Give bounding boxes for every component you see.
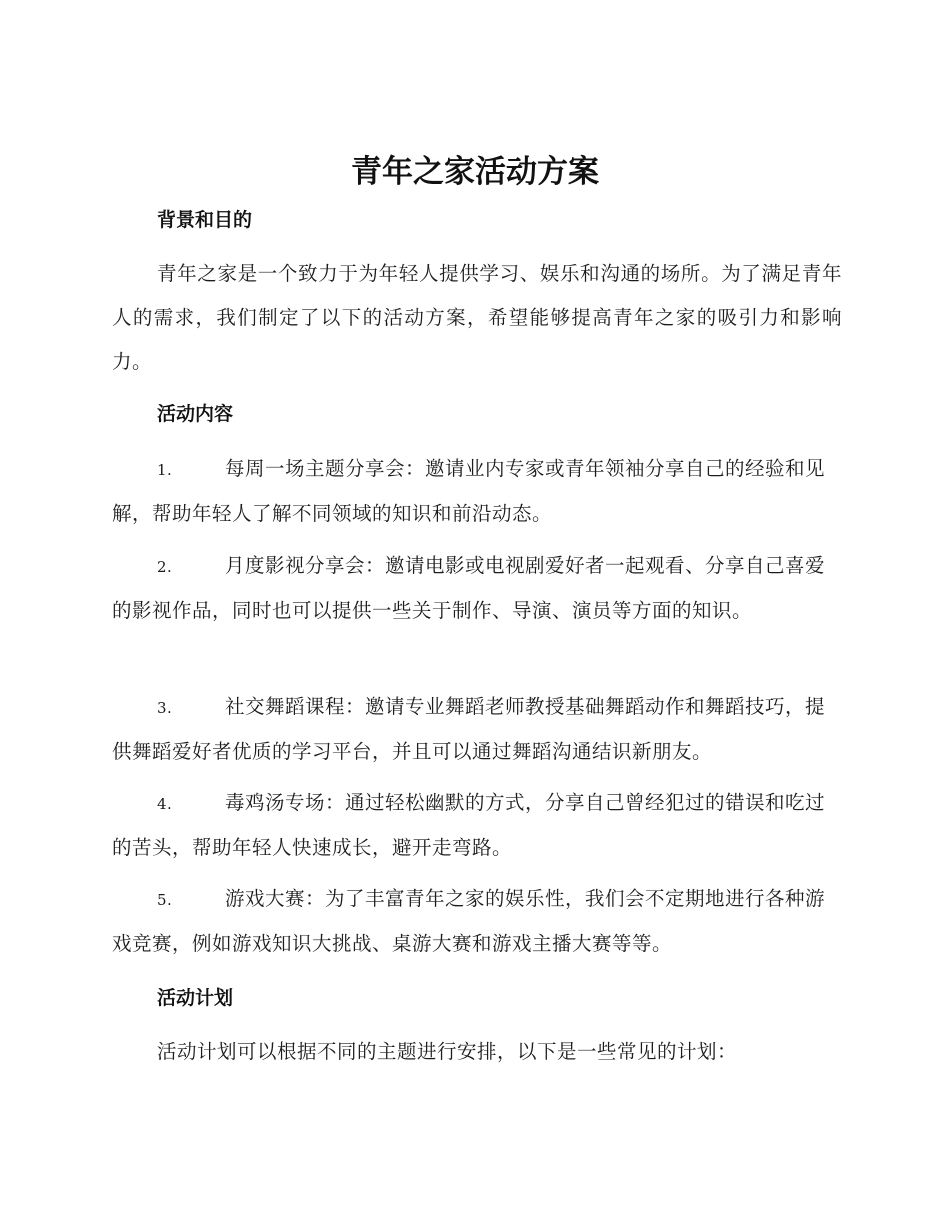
list-item-number: 5. bbox=[157, 891, 173, 909]
list-item bbox=[112, 447, 842, 536]
list-item-text: 社交舞蹈课程：邀请专业舞蹈老师教授基础舞蹈动作和舞蹈技巧，提供舞蹈爱好者优质的学习平台，并且可以通过舞蹈沟通结识新朋友。 bbox=[112, 695, 826, 763]
list-item bbox=[112, 685, 842, 774]
background-paragraph: 青年之家是一个致力于为年轻人提供学习、娱乐和沟通的场所。为了满足青年人的需求，我们制定了以下的活动方案，希望能够提高青年之家的吸引力和影响力。 bbox=[112, 262, 842, 373]
section-heading-background: 背景和目的 bbox=[157, 209, 253, 231]
list-item-number: 1. bbox=[157, 461, 173, 479]
list-item-text: 月度影视分享会：邀请电影或电视剧爱好者一起观看、分享自己喜爱的影视作品，同时也可以提供一些关于制作、导演、演员等方面的知识。 bbox=[112, 554, 826, 622]
list-item bbox=[112, 877, 842, 966]
plan-paragraph: 活动计划可以根据不同的主题进行安排，以下是一些常见的计划： bbox=[157, 1040, 738, 1063]
list-item-number: 3. bbox=[157, 699, 173, 717]
list-item-text: 游戏大赛：为了丰富青年之家的娱乐性，我们会不定期地进行各种游戏竞赛，例如游戏知识大挑战、桌游大赛和游戏主播大赛等等。 bbox=[112, 887, 826, 955]
list-item-number: 2. bbox=[157, 558, 173, 576]
list-item-number: 4. bbox=[157, 795, 173, 813]
section-heading-content: 活动内容 bbox=[157, 403, 234, 425]
list-item bbox=[112, 544, 842, 633]
list-item bbox=[112, 781, 842, 870]
list-item-text: 毒鸡汤专场：通过轻松幽默的方式，分享自己曾经犯过的错误和吃过的苦头，帮助年轻人快速成长，避开走弯路。 bbox=[112, 791, 826, 859]
section-heading-plan: 活动计划 bbox=[157, 987, 234, 1009]
page-title: 青年之家活动方案 bbox=[351, 154, 599, 190]
list-item-text: 每周一场主题分享会：邀请业内专家或青年领袖分享自己的经验和见解，帮助年轻人了解不同领域的知识和前沿动态。 bbox=[112, 457, 826, 525]
